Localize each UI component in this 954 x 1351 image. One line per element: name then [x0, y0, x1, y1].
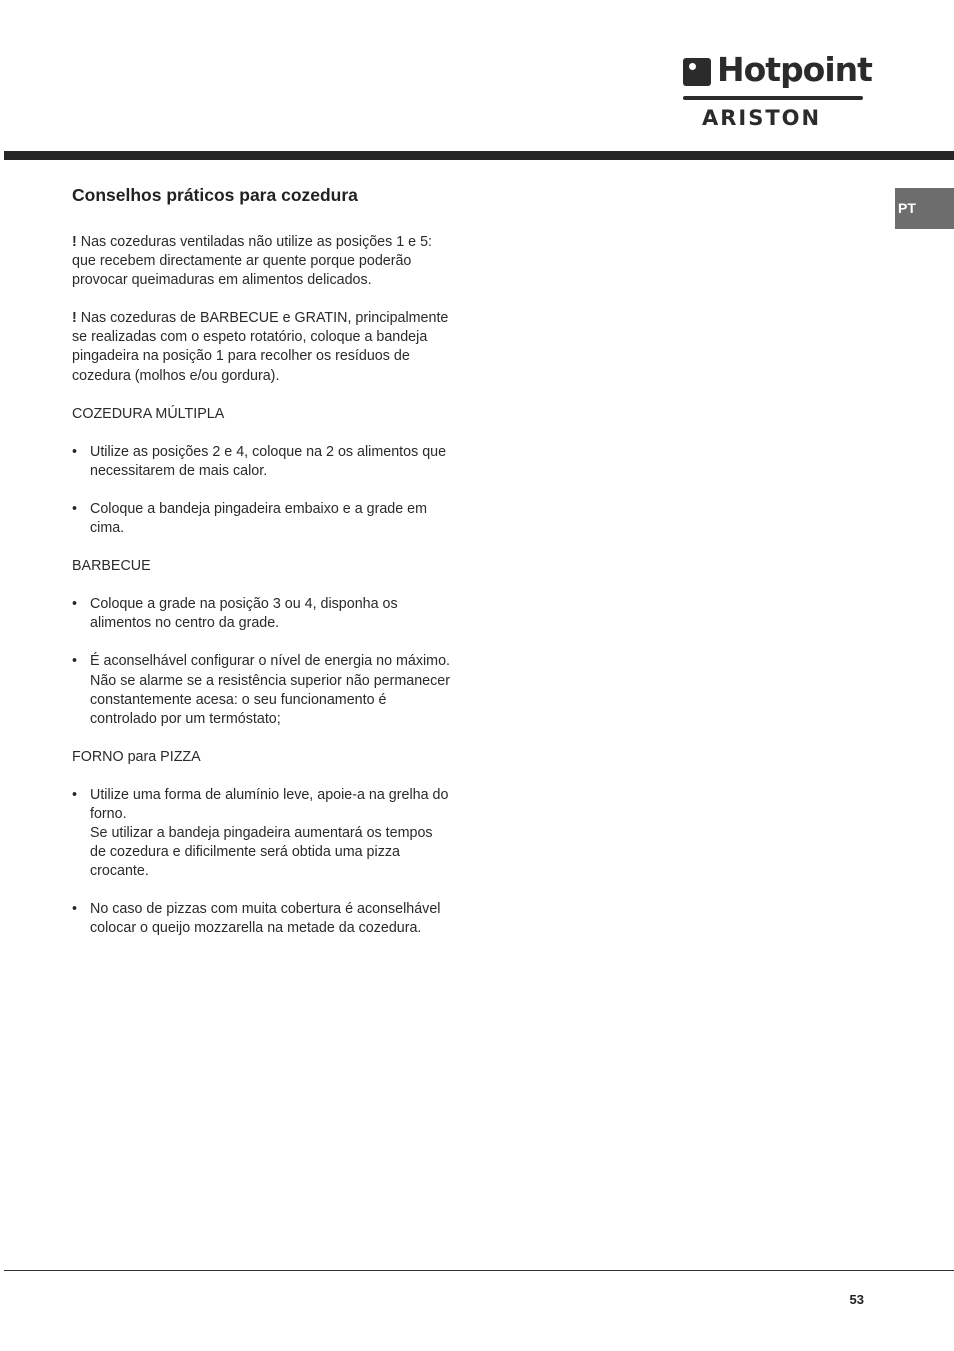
main-content: [72, 183, 452, 958]
list-item: [72, 500, 452, 538]
section-heading-forno-pizza: FORNO para PIZZA: [72, 748, 201, 765]
list-item-text: No caso de pizzas com muita cobertura é aconselhável colocar o queijo mozzarella na metade da cozedura.: [90, 901, 441, 937]
section-heading-barbecue: BARBECUE: [72, 558, 151, 575]
logo-mark-icon: [683, 58, 711, 86]
bullet-dot: •: [72, 500, 78, 517]
page-title: Conselhos práticos para cozedura: [72, 185, 358, 205]
warning-note: [72, 309, 452, 385]
language-tab: PT: [895, 188, 954, 229]
list-item: [72, 652, 452, 728]
logo-brand-text: Hotpoint: [717, 50, 872, 89]
list-item-text: É aconselhável configurar o nível de energia no máximo. Não se alarme se a resistência superior não permanecer constantemente acesa: o seu funcionamento é controlado por um termóstato;: [90, 653, 451, 727]
bullet-list: [72, 595, 452, 729]
warning-note: [72, 233, 452, 290]
footer-divider: [4, 1270, 954, 1271]
bullet-dot: •: [72, 443, 78, 460]
bullet-dot: •: [72, 596, 78, 613]
list-item-text: Utilize as posições 2 e 4, coloque na 2 os alimentos que necessitarem de mais calor.: [90, 443, 447, 479]
page-number: 53: [849, 1292, 864, 1307]
bullet-dot: •: [72, 653, 78, 670]
section-heading-cozedura-multipla: COZEDURA MÚLTIPLA: [72, 405, 225, 422]
warning-mark: !: [72, 234, 77, 250]
list-item-text: Utilize uma forma de alumínio leve, apoie-a na grelha do forno.: [90, 786, 449, 822]
list-item: [72, 900, 452, 938]
list-item: [72, 786, 452, 881]
warning-mark: !: [72, 310, 77, 327]
list-item-text: Coloque a bandeja pingadeira embaixo e a grade em cima.: [90, 500, 428, 537]
list-item-text: Coloque a grade na posição 3 ou 4, disponha os alimentos no centro da grade.: [90, 596, 398, 632]
warning-text: Nas cozeduras ventiladas não utilize as posições 1 e 5: que recebem directamente ar quente porque poderão provocar queimaduras em alimentos delicados.: [72, 234, 433, 289]
bullet-list: [72, 786, 452, 939]
hotpoint-ariston-logo: [683, 50, 872, 130]
header-bar: [4, 151, 954, 160]
bullet-dot: •: [72, 901, 78, 918]
list-item: [72, 595, 452, 633]
bullet-dot: •: [72, 786, 78, 803]
logo-sub-brand-text: ARISTON: [702, 106, 822, 130]
warning-text: Nas cozeduras de BARBECUE e GRATIN, principalmente se realizadas com o espeto rotatório, coloque a bandeja pingadeira na posição 1 para recolher os resíduos de cozedura (molhos e/ou gordura).: [72, 310, 449, 384]
list-item: [72, 443, 452, 481]
logo-divider: [683, 96, 863, 100]
bullet-list: [72, 443, 452, 538]
list-item-extra-text: Se utilizar a bandeja pingadeira aumentará os tempos de cozedura e dificilmente será obtida uma pizza crocante.: [90, 825, 433, 880]
